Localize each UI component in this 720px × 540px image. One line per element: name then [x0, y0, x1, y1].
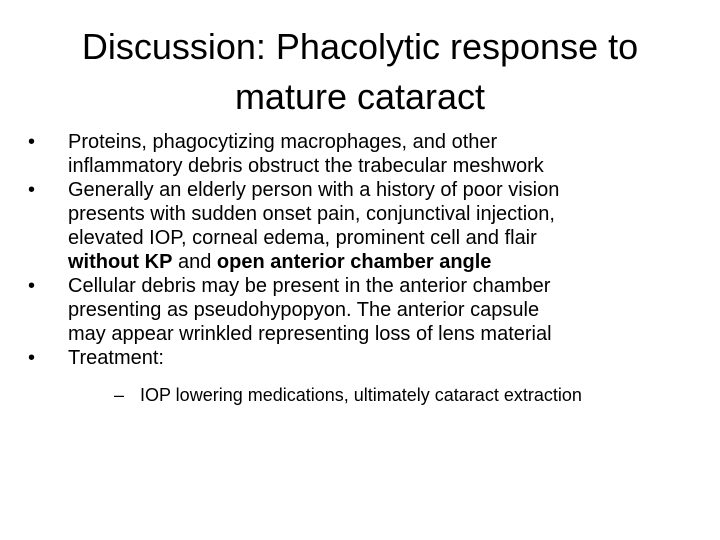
bullet-text-line: Cellular debris may be present in the anterior chamber [68, 275, 551, 297]
bullet-marker: • [28, 347, 36, 369]
bullet-marker: • [28, 131, 36, 153]
bullet-list [28, 130, 698, 406]
bullet-text-line: inflammatory debris obstruct the trabecular meshwork [68, 155, 544, 177]
bullet-text-line: Treatment: [68, 347, 164, 369]
bullet-item-treatment [28, 346, 698, 406]
sub-bullet-marker: – [114, 385, 125, 405]
title-line-2: mature cataract [234, 76, 486, 117]
connector-text: and [172, 251, 217, 273]
bullet-text-line: presenting as pseudohypopyon. The anterior capsule [68, 299, 540, 321]
slide-body [28, 130, 698, 406]
bullet-item-proteins [28, 130, 698, 178]
sub-bullet-item-treatment [68, 384, 698, 406]
bullet-text-line: Proteins, phagocytizing macrophages, and other [68, 131, 498, 153]
bullet-text-line: Generally an elderly person with a history of poor vision [68, 179, 560, 201]
bullet-text-line: presents with sudden onset pain, conjunctival injection, [68, 203, 555, 225]
bold-phrase-open-angle: open anterior chamber angle [216, 251, 492, 273]
bullet-text-line-emphasis [68, 250, 698, 274]
sub-bullet-text: IOP lowering medications, ultimately cataract extraction [140, 385, 582, 405]
bullet-marker: • [28, 275, 36, 297]
bullet-text-line: may appear wrinkled representing loss of lens material [68, 323, 552, 345]
bullet-item-cellular-debris [28, 274, 698, 346]
sub-bullet-list [68, 384, 698, 406]
bullet-marker: • [28, 179, 36, 201]
bold-phrase-without-kp: without KP [68, 251, 173, 273]
slide-title [40, 22, 680, 122]
bullet-text-line: elevated IOP, corneal edema, prominent cell and flair [68, 227, 537, 249]
title-line-1: Discussion: Phacolytic response to [81, 26, 639, 67]
bullet-item-presentation [28, 178, 698, 274]
